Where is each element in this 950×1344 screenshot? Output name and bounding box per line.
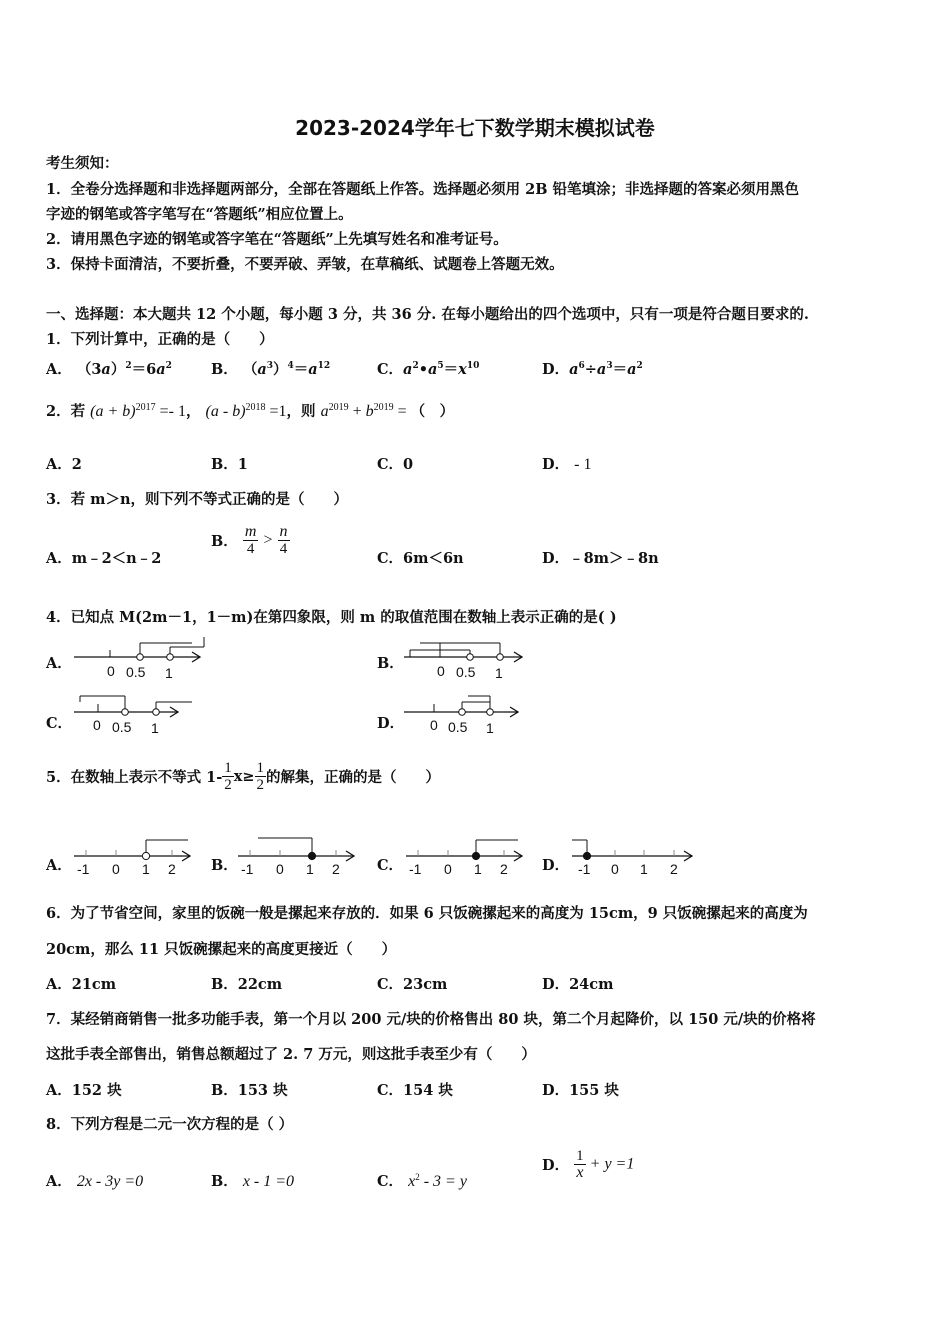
q8-option-b: B． x - 1 =0 — [211, 1173, 295, 1190]
q8-stem: 8．下列方程是二元一次方程的是（ ） — [46, 1116, 294, 1133]
svg-text:2: 2 — [500, 861, 508, 877]
svg-text:2: 2 — [670, 861, 678, 877]
q6-option-c: C．23cm — [377, 976, 448, 993]
q6-option-d: D．24cm — [542, 976, 614, 993]
q6-stem-line-2: 20cm，那么 11 只饭碗摞起来的高度更接近（ ） — [46, 941, 397, 958]
svg-text:-1: -1 — [241, 861, 254, 877]
q2-option-d: D． - 1 — [542, 456, 592, 473]
q2-option-a: A．2 — [46, 456, 82, 473]
svg-text:0.5: 0.5 — [112, 719, 132, 735]
q7-option-a: A．152 块 — [46, 1082, 122, 1099]
q3-option-d: D．﹣8m＞﹣8n — [542, 550, 659, 567]
svg-text:-1: -1 — [578, 861, 591, 877]
svg-text:1: 1 — [495, 665, 503, 681]
q6-option-a: A．21cm — [46, 976, 117, 993]
svg-text:0: 0 — [444, 861, 452, 877]
q8-option-d: D． $\frac{1}{x}$ + y =1 — [542, 1148, 635, 1181]
svg-text:0.5: 0.5 — [456, 664, 476, 680]
svg-text:0: 0 — [107, 663, 115, 679]
q3-stem: 3．若 m＞n，则下列不等式正确的是（ ） — [46, 491, 349, 508]
notice-heading: 考生须知： — [46, 155, 119, 172]
svg-text:0: 0 — [93, 717, 101, 733]
q4-option-d-number-line — [400, 692, 530, 742]
section-heading: 一、选择题：本大题共 12 个小题，每小题 3 分，共 36 分. 在每小题给出的四个选项中，只有一项是符合题目要求的. — [46, 306, 809, 323]
q5-option-b-number-line — [236, 832, 366, 880]
svg-text:-1: -1 — [409, 861, 422, 877]
q7-option-c: C．154 块 — [377, 1082, 453, 1099]
q3-option-a: A．m﹣2＜n﹣2 — [46, 550, 162, 567]
svg-text:0: 0 — [112, 861, 120, 877]
q7-stem-line-2: 这批手表全部售出，销售总额超过了 2. 7 万元，则这批手表至少有（ ） — [46, 1046, 536, 1063]
svg-text:0.5: 0.5 — [448, 719, 468, 735]
q5-option-c-number-line — [404, 832, 534, 880]
q3-option-c: C．6m＜6n — [377, 550, 464, 567]
q7-option-d: D．155 块 — [542, 1082, 619, 1099]
q4-option-c-label: C． — [46, 715, 73, 732]
q2-stem: 2．若 $(a + b)^{2017} =- 1$， (a - b)$^{2018}$ =1，则 $a^{2019} + b^{2019}$ = （ ） — [46, 402, 455, 420]
q5-option-a-number-line — [72, 832, 202, 880]
q4-option-a-label: A． — [46, 655, 72, 672]
q7-stem-line-1: 7．某经销商销售一批多功能手表，第一个月以 200 元/块的价格售出 80 块，第二个月起降价，以 150 元/块的价格将 — [46, 1011, 816, 1028]
svg-text:1: 1 — [165, 665, 173, 681]
q5-option-d-number-line — [570, 832, 700, 880]
svg-text:0: 0 — [430, 717, 438, 733]
svg-text:0: 0 — [276, 861, 284, 877]
notice-line-1a: 1．全卷分选择题和非选择题两部分，全部在答题纸上作答。选择题必须用 2B 铅笔填涂；非选择题的答案必须用黑色 — [46, 181, 800, 198]
svg-text:1: 1 — [306, 861, 314, 877]
svg-text:1: 1 — [640, 861, 648, 877]
notice-line-2: 2．请用黑色字迹的钢笔或答字笔在“答题纸”上先填写姓名和准考证号。 — [46, 231, 508, 248]
q5-option-a-label: A． — [46, 857, 72, 874]
svg-text:0: 0 — [437, 663, 445, 679]
q8-option-a: A． 2x - 3y =0 — [46, 1173, 144, 1190]
q2-option-b: B．1 — [211, 456, 248, 473]
svg-text:1: 1 — [151, 720, 159, 736]
svg-text:1: 1 — [474, 861, 482, 877]
q5-option-c-label: C． — [377, 857, 404, 874]
q5-option-d-label: D． — [542, 857, 570, 874]
svg-text:1: 1 — [486, 720, 494, 736]
svg-text:0: 0 — [611, 861, 619, 877]
svg-text:1: 1 — [142, 861, 150, 877]
q4-option-d-label: D． — [377, 715, 405, 732]
q5-option-b-label: B． — [211, 857, 238, 874]
page-title: 2023-2024学年七下数学期末模拟试卷 — [295, 116, 655, 140]
q4-stem: 4．已知点 M(2m－1，1－m)在第四象限，则 m 的取值范围在数轴上表示正确的是( ) — [46, 609, 617, 626]
q8-option-c: C． $x^2 - 3 = y$ — [377, 1172, 467, 1190]
q1-stem: 1．下列计算中，正确的是（ ） — [46, 331, 274, 348]
q1-option-d: D．$a^6\div a^3=a^2$ — [542, 361, 643, 378]
q1-option-a: A． $(3a)^2=6a^2$ — [46, 361, 172, 378]
q4-option-a-number-line — [70, 632, 210, 682]
q4-option-b-number-line — [400, 632, 530, 682]
q7-option-b: B．153 块 — [211, 1082, 288, 1099]
q1-option-c: C．$a^2•a^5=x^{10}$ — [377, 361, 480, 378]
q5-stem: 5．在数轴上表示不等式 1- $\frac{1}{2}$ x≥ $\frac{1}{2}$ 的解集，正确的是（ ） — [46, 760, 441, 793]
q2-option-c: C．0 — [377, 456, 414, 473]
svg-text:2: 2 — [332, 861, 340, 877]
notice-line-3: 3．保持卡面清洁，不要折叠，不要弄破、弄皱，在草稿纸、试题卷上答题无效。 — [46, 256, 564, 273]
q6-option-b: B．22cm — [211, 976, 283, 993]
notice-line-1b: 字迹的钢笔或答字笔写在“答题纸”相应位置上。 — [46, 206, 353, 223]
svg-text:0.5: 0.5 — [126, 664, 146, 680]
q6-stem-line-1: 6．为了节省空间，家里的饭碗一般是摞起来存放的．如果 6 只饭碗摞起来的高度为 15cm，9 只饭碗摞起来的高度为 — [46, 905, 808, 922]
q3-option-b: B． $\frac{m}{4}$ > $\frac{n}{4}$ — [211, 523, 288, 557]
q1-option-b: B． $(a^3)^4=a^{12}$ — [211, 361, 331, 378]
q4-option-c-number-line — [70, 692, 200, 742]
svg-text:-1: -1 — [77, 861, 90, 877]
svg-text:2: 2 — [168, 861, 176, 877]
q4-option-b-label: B． — [377, 655, 404, 672]
